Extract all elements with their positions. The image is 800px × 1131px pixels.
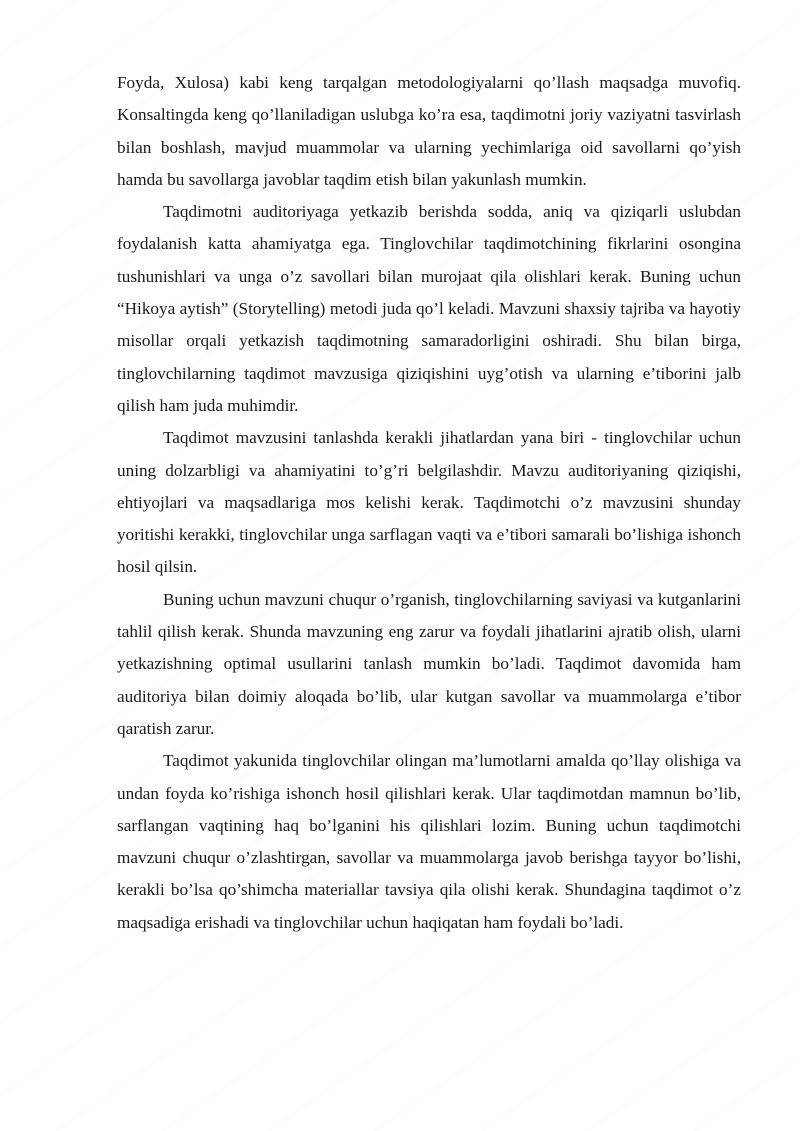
paragraph-audience-analysis: Buning uchun mavzuni chuqur o’rganish, tinglovchilarning saviyasi va kutganlarini tahlil qilish kerak. Shunda mavzuning eng zarur va foydali jihatlarini ajratib olish, ularni yetkazishning optimal usullarini tanlash mumkin bo’ladi. Taqdimot davomida ham auditoriya bilan doimiy aloqada bo’lib, ular kutgan savollar va muammolarga e’tibor qaratish zarur. <box>117 589 741 738</box>
paragraph-topic-relevance: Taqdimot mavzusini tanlashda kerakli jihatlardan yana biri - tinglovchilar uchun uning dolzarbligi va ahamiyatini to’g’ri belgilashdir. Mavzu auditoriyaning qiziqishi, ehtiyojlari va maqsadlariga mos kelishi kerak. Taqdimotchi o’z mavzusini shunday yoritishi kerakki, tinglovchilar unga sarflagan vaqti va e’tibori samarali bo’lishiga ishonch hosil qilsin. <box>117 428 741 577</box>
paragraph-storytelling: Taqdimotni auditoriyaga yetkazib berishda sodda, aniq va qiziqarli uslubdan foydalanish katta ahamiyatga ega. Tinglovchilar taqdimotchining fikrlarini osongina tushunishlari va unga o’z savollari bilan murojaat qila olishlari kerak. Buning uchun “Hikoya aytish” (Storytelling) metodi juda qo’l keladi. Mavzuni shaxsiy tajriba va hayotiy misollar orqali yetkazish taqdimotning samaradorligini oshiradi. Shu bilan birga, tinglovchilarning taqdimot mavzusiga qiziqishini uyg’otish va ularning e’tiborini jalb qilish ham juda muhimdir. <box>117 202 741 415</box>
paragraph-conclusion: Taqdimot yakunida tinglovchilar olingan ma’lumotlarni amalda qo’llay olishiga va undan foyda ko’rishiga ishonch hosil qilishlari kerak. Ular taqdimotdan mamnun bo’lib, sarflangan vaqtining haq bo’lganini his qilishlari lozim. Buning uchun taqdimotchi mavzuni chuqur o’zlashtirgan, savollar va muammolarga javob berishga tayyor bo’lishi, kerakli bo’lsa qo’shimcha materiallar tavsiya qila olishi kerak. Shundagina taqdimot o’z maqsadiga erishadi va tinglovchilar uchun haqiqatan ham foydali bo’ladi. <box>117 751 741 932</box>
paragraph-continuation: Foyda, Xulosa) kabi keng tarqalgan metodologiyalarni qo’llash maqsadga muvofiq. Konsaltingda keng qo’llaniladigan uslubga ko’ra esa, taqdimotni joriy vaziyatni tasvirlash bilan boshlash, mavjud muammolar va ularning yechimlariga oid savollarni qo’yish hamda bu savollarga javoblar taqdim etish bilan yakunlash mumkin. <box>117 73 741 189</box>
document-body <box>117 67 741 939</box>
